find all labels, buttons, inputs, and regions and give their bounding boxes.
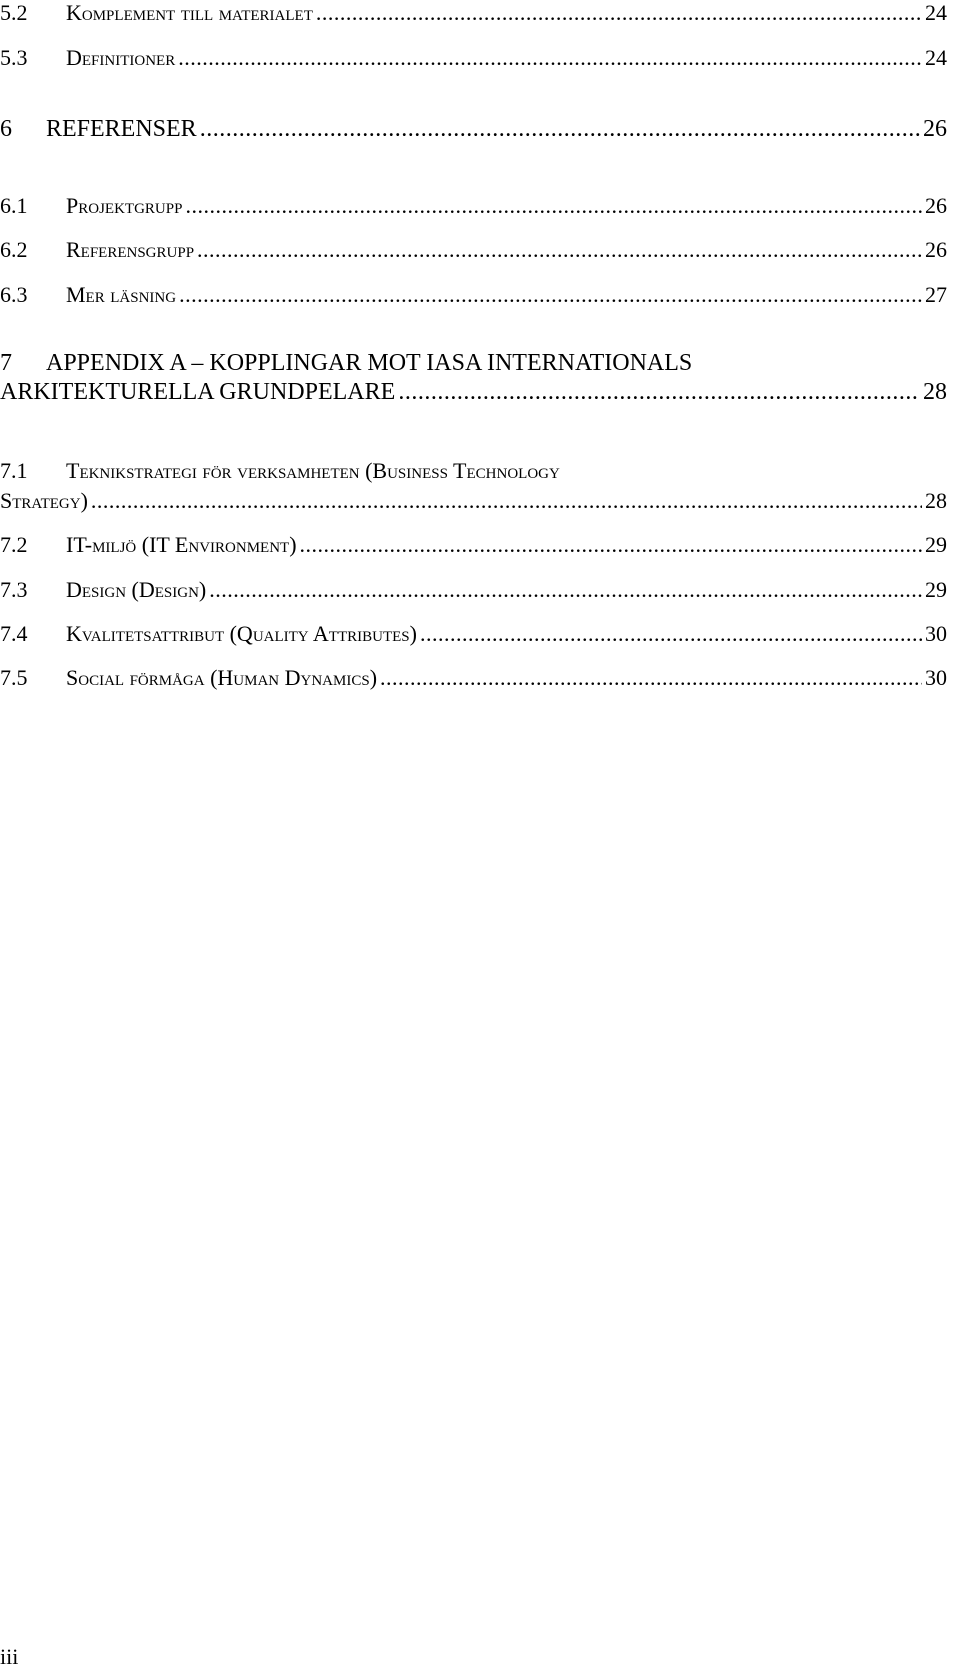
toc-entry-5-3[interactable] — [0, 45, 947, 71]
toc-page-number: 24 — [925, 45, 947, 70]
dot-leader — [316, 0, 922, 26]
toc-title-line-2: Strategy) — [0, 488, 88, 513]
toc-title: IT-miljö (IT Environment) — [66, 532, 297, 557]
toc-entry-7-2[interactable] — [0, 532, 947, 558]
dot-leader — [91, 488, 922, 514]
toc-title: Projektgrupp — [66, 193, 183, 218]
toc-page-number: 26 — [923, 116, 947, 142]
dot-leader — [179, 282, 922, 308]
toc-number: 6.1 — [0, 193, 28, 218]
toc-page-number: 30 — [925, 621, 947, 646]
toc-page-number: 30 — [925, 665, 947, 690]
toc-number: 6 — [0, 116, 12, 142]
dot-leader — [185, 193, 922, 219]
toc-number: 5.2 — [0, 0, 28, 25]
toc-number: 7.3 — [0, 577, 28, 602]
toc-title-line-1: APPENDIX A – KOPPLINGAR MOT IASA INTERNATIONALS — [46, 350, 693, 376]
toc-title: Definitioner — [66, 45, 176, 70]
toc-title: Mer läsning — [66, 282, 177, 307]
toc-page-number: 27 — [925, 282, 947, 307]
toc-page-number: 24 — [925, 0, 947, 25]
toc-number: 7.1 — [0, 458, 28, 483]
toc-title: Social förmåga (Human Dynamics) — [66, 665, 378, 690]
toc-number: 6.2 — [0, 237, 28, 262]
dot-leader — [209, 577, 922, 603]
toc-entry-7-5[interactable] — [0, 665, 947, 691]
toc-title: Referensgrupp — [66, 237, 195, 262]
toc-entry-5-2[interactable] — [0, 0, 947, 26]
toc-entry-6-3[interactable] — [0, 282, 947, 308]
dot-leader — [398, 379, 920, 406]
toc-title: Komplement till materialet — [66, 0, 313, 25]
toc-entry-7-4[interactable] — [0, 621, 947, 647]
toc-page-number: 28 — [923, 379, 947, 405]
toc-page-number: 29 — [925, 532, 947, 557]
toc-entry-7-3[interactable] — [0, 577, 947, 603]
toc-number: 6.3 — [0, 282, 28, 307]
dot-leader — [420, 621, 922, 647]
toc-number: 7.2 — [0, 532, 28, 557]
toc-number: 7 — [0, 350, 12, 376]
toc-title-line-2: ARKITEKTURELLA GRUNDPELARE — [0, 379, 396, 405]
toc-number: 7.5 — [0, 665, 28, 690]
toc-entry-7-1[interactable] — [0, 458, 947, 514]
dot-leader — [178, 45, 922, 71]
toc-entry-6[interactable] — [0, 116, 947, 143]
toc-title: Design (Design) — [66, 577, 207, 602]
toc-page-number: 26 — [925, 193, 947, 218]
toc-title-line-1: Teknikstrategi för verksamheten (Business Technology — [66, 458, 560, 483]
dot-leader — [300, 532, 922, 558]
toc-entry-6-1[interactable] — [0, 193, 947, 219]
toc-title: Kvalitetsattribut (Quality Attributes) — [66, 621, 417, 646]
toc-number: 7.4 — [0, 621, 28, 646]
toc-entry-6-2[interactable] — [0, 237, 947, 263]
toc-page-number: 26 — [925, 237, 947, 262]
page-number-footer: iii — [0, 1644, 19, 1669]
dot-leader — [380, 665, 922, 691]
toc-title: REFERENSER — [46, 116, 197, 142]
toc-page-number: 28 — [925, 488, 947, 513]
dot-leader — [200, 116, 920, 143]
toc-page-number: 29 — [925, 577, 947, 602]
dot-leader — [197, 237, 922, 263]
toc-number: 5.3 — [0, 45, 28, 70]
toc-entry-7[interactable] — [0, 350, 947, 406]
